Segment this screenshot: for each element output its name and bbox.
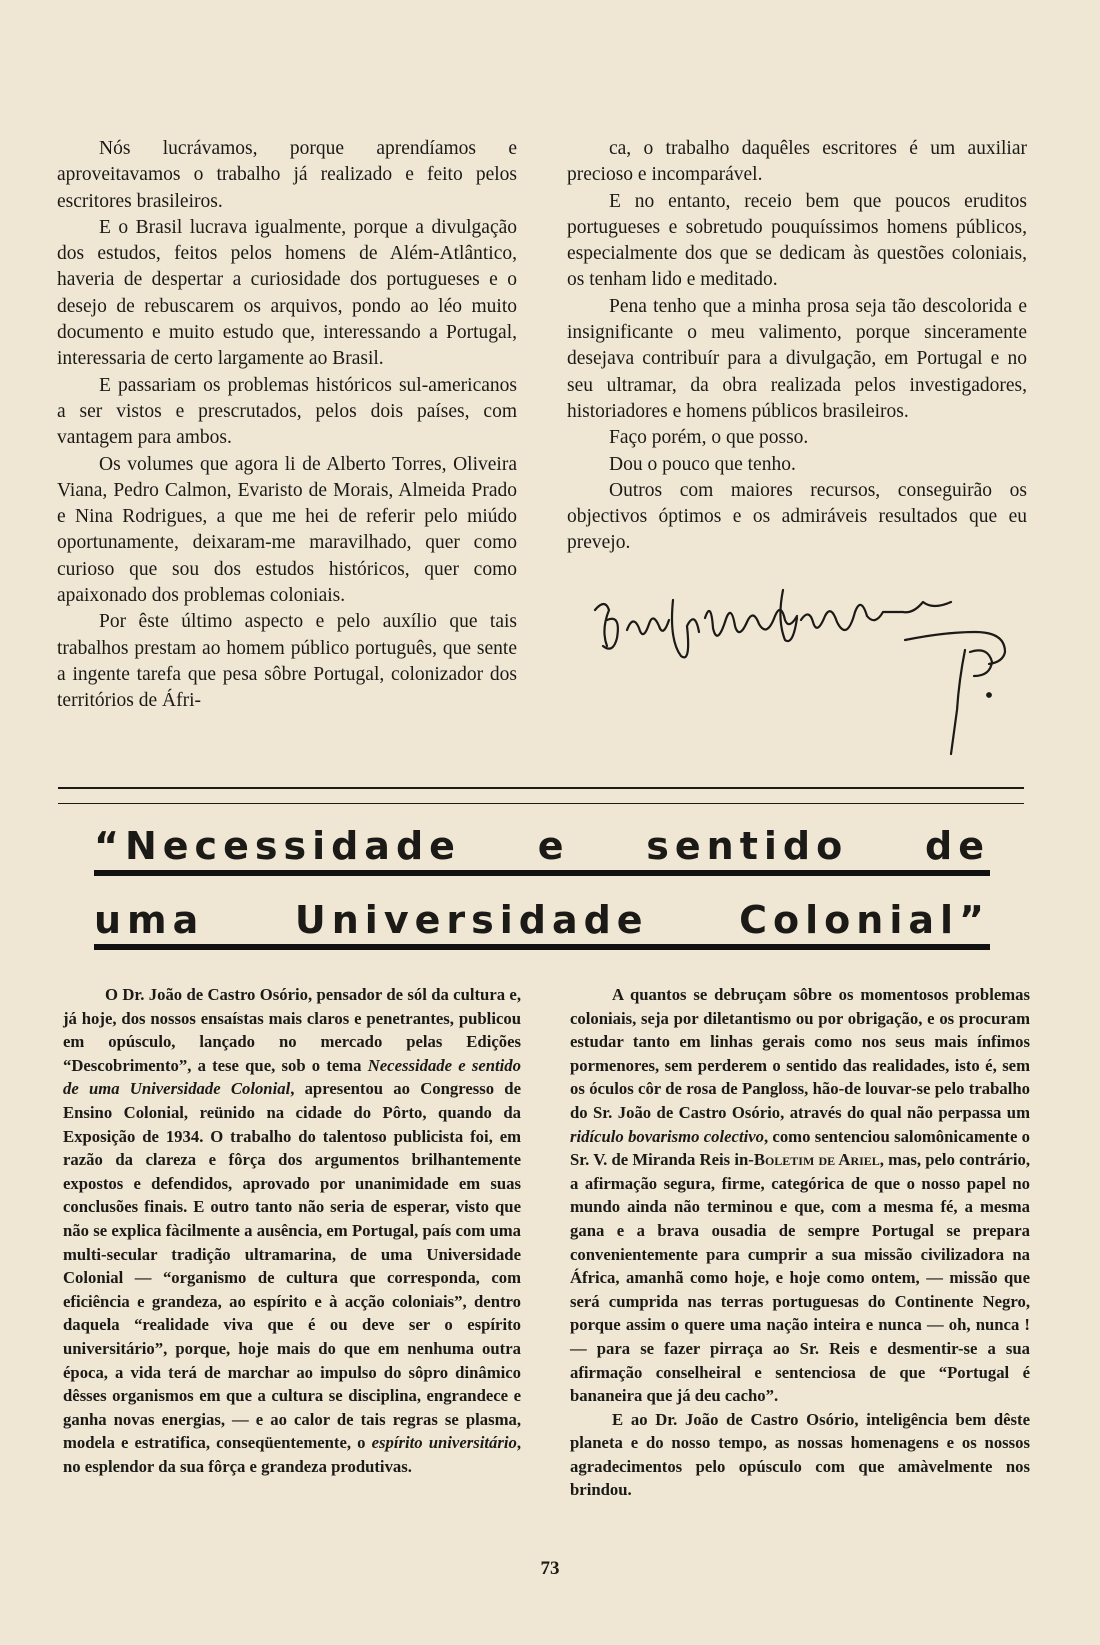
lower-left-column [63, 983, 521, 1478]
paragraph [570, 1408, 1030, 1502]
paragraph [570, 983, 1030, 1408]
section-divider-bottom [58, 803, 1024, 804]
lower-right-column [570, 983, 1030, 1502]
article-headline-line-2: uma Universidade Colonial” [94, 896, 990, 950]
text-run: , como sentenciou salomônicamente o Sr. V. de Miranda Reis in- [570, 1126, 1031, 1170]
paragraph: E passariam os problemas históricos sul-americanos a ser vistos e prescrutados, pelos dois países, com vantagem para ambos. [57, 374, 517, 449]
section-divider-top [58, 787, 1024, 789]
article-headline-line-1: “Necessidade e sentido de [94, 822, 990, 876]
page-number: 73 [540, 1558, 560, 1579]
paragraph: Dou o pouco que tenho. [609, 453, 796, 475]
paragraph: Nós lucrávamos, porque aprendíamos e aproveitavamos o trabalho já realizado e feito pelos escritores brasileiros. [57, 138, 517, 212]
paragraph: E no entanto, receio bem que poucos eruditos portugueses e sobretudo pouquíssimos homens públicos, especialmente dos que se dedicam às questões coloniais, os tenham lido e meditado. [567, 190, 1027, 291]
upper-right-column [567, 136, 1027, 557]
italic-phrase: ridículo bovarismo colectivo [570, 1126, 764, 1146]
handwritten-signature [585, 580, 1025, 765]
paragraph: Por êste último aspecto e pelo auxílio que tais trabalhos prestam ao homem público português, que sente a ingente tarefa que pesa sôbre Portugal, colonizador dos territórios de Áfri- [57, 611, 517, 712]
italic-phrase: Necessidade e sentido de uma Universidade Colonial [63, 1055, 521, 1099]
upper-left-column [57, 136, 517, 715]
paragraph: E o Brasil lucrava igualmente, porque a divulgação dos estudos, feitos pelos homens de Além-Atlântico, haveria de despertar a curiosidade dos portugueses e o desejo de rebuscarem os arquivos, pondo ao léo muito documento e muito estudo que, interessando a Portugal, interessaria de certo largamente ao Brasil. [57, 216, 517, 370]
text-run: , apresentou ao Congresso de Ensino Colonial, reünido na cidade do Pôrto, quando da Exposição de 1934. O trabalho do talentoso publicista foi, em razão da clareza e fôrça dos argumentos brilhantemente expostos e defendidos, aprovado por unanimidade em suas conclusões finais. E outro tanto não seria de esperar, visto que não se explica fàcilmente a ausência, em Portugal, país com uma multi-secular tradição ultramarina, de uma Universidade Colonial — “organismo de cultura que corresponda, com eficiência e grandeza, ao espírito e à acção coloniais”, dentro daquela “realidade viva que é ou deve ser o espírito universitário”, porque, hoje mais do que em nenhuma outra época, a vida terá de marchar ao impulso do sôpro dinâmico dêsses organismos em que a cultura se disciplina, engrandece e ganha novas energias, — e ao calor de tais regras se plasma, modela e estratifica, conseqüentemente, o [63, 1079, 521, 1453]
paragraph: Os volumes que agora li de Alberto Torres, Oliveira Viana, Pedro Calmon, Evaristo de Morais, Almeida Prado e Nina Rodrigues, a que me hei de referir pelo miúdo oportunamente, deixaram-me maravilhado, quer como curioso que sou dos estudos históricos, quer como apaixonado dos problemas coloniais. [57, 453, 517, 607]
paragraph: ca, o trabalho daquêles escritores é um auxiliar precioso e incomparável. [567, 138, 1027, 186]
text-run: E ao Dr. João de Castro Osório, inteligência bem dêste planeta e do nosso tempo, as nossas homenagens e os nossos agradecimentos pelo opúsculo com que amàvelmente nos brindou. [570, 1409, 1030, 1500]
paragraph: Faço porém, o que posso. [609, 427, 809, 449]
paragraph: Pena tenho que a minha prosa seja tão descolorida e insignificante o meu valimento, porque sinceramente desejava contribuír para a divulgação, em Portugal e no seu ultramar, da obra realizada pelos investigadores, historiadores e homens públicos brasileiros. [567, 295, 1027, 422]
text-run: , no esplendor da sua fôrça e grandeza produtivas. [63, 1433, 521, 1476]
text-run: O Dr. João de Castro Osório, pensador de sól da cultura e, já hoje, dos nossos ensaístas mais claros e penetrantes, publicou em opúsculo, lançado no mercado pelas Edições “Descobrimento”, a tese que, sob o tema [63, 985, 521, 1075]
paragraph [63, 983, 521, 1478]
text-run: A quantos se debruçam sôbre os momentosos problemas coloniais, seja por diletantismo ou por obrigação, e os procuram estudar tanto em linhas gerais como nos seus mais ínfimos pormenores, sem perderem o sentido das realidades, isto é, sem os óculos côr de rosa de Pangloss, hão-de louvar-se pelo trabalho do Sr. João de Castro Osório, através do qual não perpassa um [570, 985, 1030, 1122]
publication-name: Boletim de Ariel [753, 1150, 880, 1170]
paragraph: Outros com maiores recursos, conseguirão os objectivos óptimos e os admiráveis resultados que eu prevejo. [567, 479, 1027, 554]
italic-phrase: espírito universitário [371, 1433, 517, 1453]
text-run: , mas, pelo contrário, a afirmação segura, firme, categórica de que o nosso papel no mundo ainda não terminou e que, com a mesma fé, a mesma gana e a brava ousadia de sempre Portugal se prepara convenientemente para cumprir a sua missão civilizadora na África, amanhã como hoje, e hoje como ontem, — missão que será cumprida nas terras portuguesas do Continente Negro, porque assim o quere uma nação inteira e nunca — oh, nunca ! — para se fazer pirraça ao Sr. Reis e desmentir-se a sua afirmação conselheiral e sentenciosa de que “Portugal é bananeira que já deu cacho”. [570, 1150, 1030, 1406]
